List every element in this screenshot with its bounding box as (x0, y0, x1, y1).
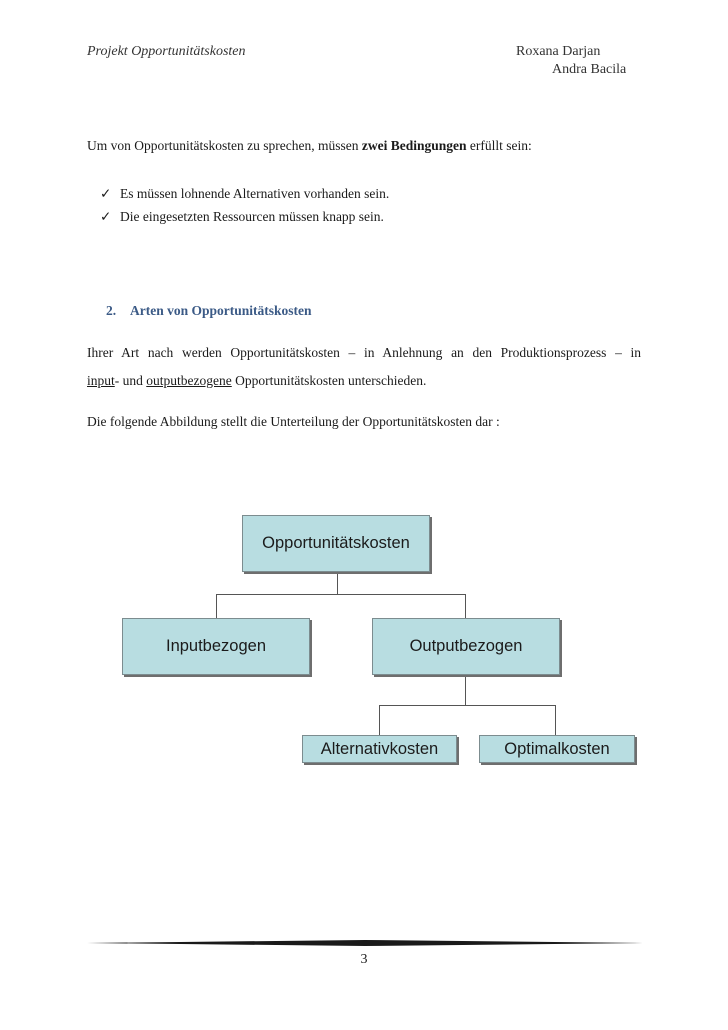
header-author-2: Andra Bacila (552, 62, 627, 77)
box-alternativkosten: Alternativkosten (302, 735, 457, 763)
connector-root-down (337, 572, 338, 594)
connector-to-optimalkosten (555, 705, 556, 735)
box-outputbezogen: Outputbezogen (372, 618, 560, 675)
connector-to-inputbezogen (216, 594, 217, 618)
condition-item-2 (100, 208, 384, 226)
condition-item-1 (100, 185, 389, 203)
input-link[interactable]: input (87, 373, 115, 388)
intro-bold-text: zwei Bedingungen (361, 138, 467, 153)
paragraph-line-2 (87, 372, 426, 390)
checkmark-icon: ✓ (100, 209, 112, 224)
checkmark-icon: ✓ (100, 186, 112, 201)
outputbezogene-link[interactable]: outputbezogene (146, 373, 232, 388)
figure-intro-text: Die folgende Abbildung stellt die Unterteilung der Opportunitätskosten dar : (87, 414, 500, 429)
box-inputbezogen: Inputbezogen (122, 618, 310, 675)
section-title: Arten von Opportunitätskosten (130, 303, 312, 318)
connector-to-alternativkosten (379, 705, 380, 735)
paragraph-line-1: Ihrer Art nach werden Opportunitätskosten – in Anlehnung an den Produktionsprozess – in (87, 345, 641, 360)
intro-text-after: erfüllt sein: (466, 138, 532, 153)
connector-to-outputbezogen (465, 594, 466, 618)
header-author-1: Roxana Darjan (516, 44, 601, 59)
connector-output-down (465, 675, 466, 705)
box-optimalkosten: Optimalkosten (479, 735, 635, 763)
box-opportunitaetskosten: Opportunitätskosten (242, 515, 430, 572)
section-heading (106, 303, 312, 319)
footer-divider (87, 940, 643, 946)
connector-level2-horizontal (379, 705, 556, 706)
intro-paragraph (87, 137, 532, 155)
paragraph-end-text: Opportunitätskosten unterschieden. (231, 373, 427, 388)
section-number: 2. (106, 303, 117, 318)
condition-text: Es müssen lohnende Alternativen vorhanden sein. (120, 186, 390, 201)
condition-text: Die eingesetzten Ressourcen müssen knapp sein. (120, 209, 384, 224)
header-project-title: Projekt Opportunitätskosten (87, 44, 246, 59)
intro-text-before: Um von Opportunitätskosten zu sprechen, müssen (87, 138, 362, 153)
paragraph-mid-text: - und (114, 373, 147, 388)
connector-level1-horizontal (216, 594, 466, 595)
page-number: 3 (360, 952, 368, 967)
